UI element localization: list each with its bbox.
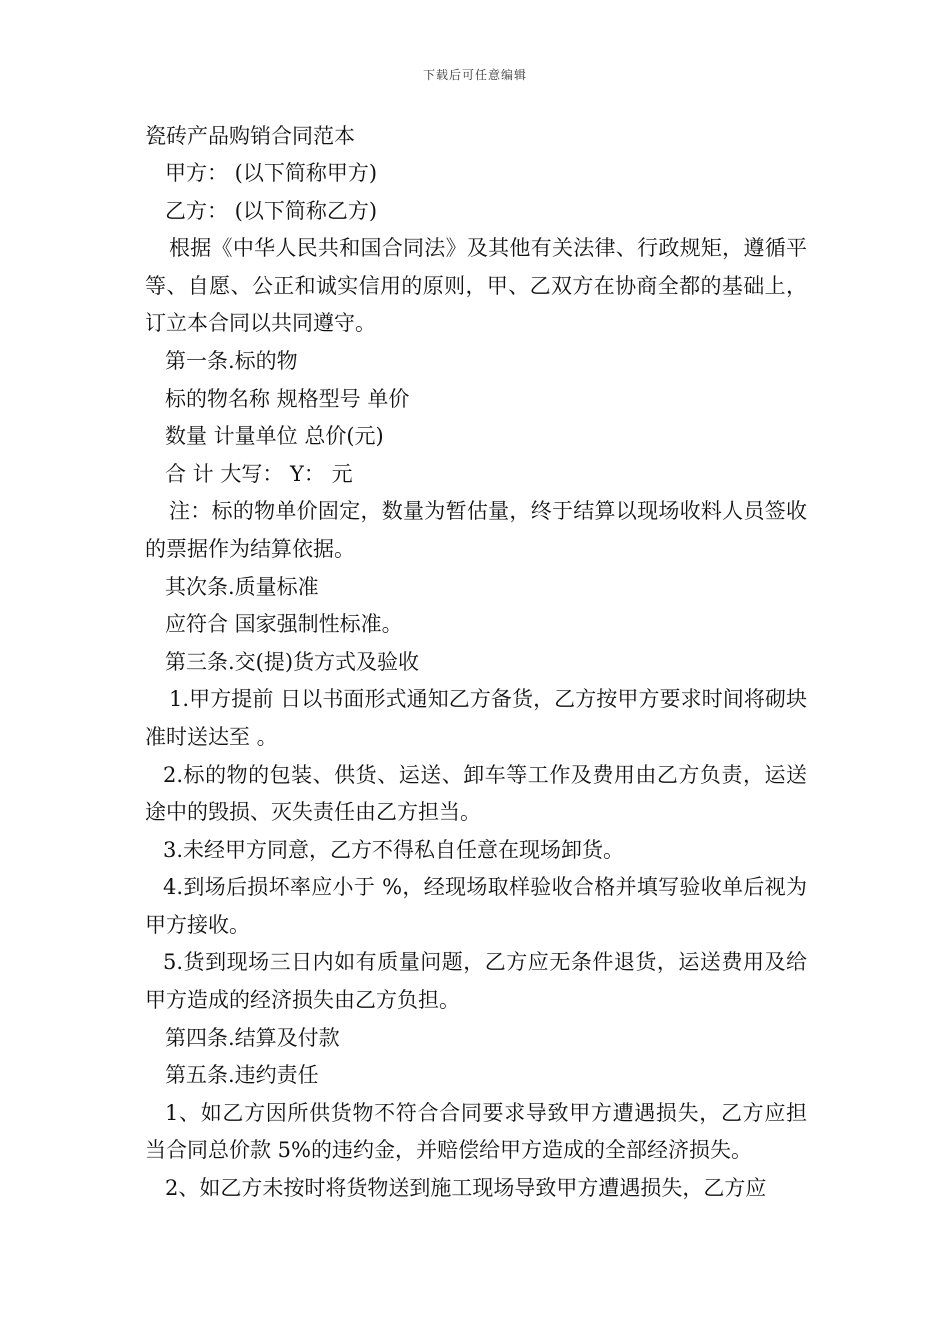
contract-body bbox=[145, 117, 807, 1208]
article-2-heading: 其次条.质量标准 bbox=[165, 574, 319, 599]
delivery-clause-5: 5.货到现场三日内如有质量问题，乙方应无条件退货，运送费用及给甲方造成的经济损失由乙方负担。 bbox=[145, 950, 807, 1013]
liability-clause-1: 1、如乙方因所供货物不符合合同要求导致甲方遭遇损失，乙方应担当合同总价款 5%的违约金，并赔偿给甲方造成的全部经济损失。 bbox=[145, 1100, 807, 1163]
article-4-heading: 第四条.结算及付款 bbox=[165, 1025, 340, 1050]
document-title: 瓷砖产品购销合同范本 bbox=[145, 124, 355, 148]
quantity-columns: 数量 计量单位 总价(元) bbox=[165, 424, 384, 449]
delivery-clause-3: 3.未经甲方同意，乙方不得私自任意在现场卸货。 bbox=[163, 837, 625, 862]
note-paragraph: 注：标的物单价固定，数量为暂估量，终于结算以现场收料人员签收的票据作为结算依据。 bbox=[145, 499, 807, 561]
total-line: 合 计 大写： Y： 元 bbox=[165, 461, 353, 486]
delivery-clause-2: 2.标的物的包装、供货、运送、卸车等工作及费用由乙方负责，运送途中的毁损、灭失责任由乙方担当。 bbox=[145, 762, 807, 825]
delivery-clause-4: 4.到场后损坏率应小于 %，经现场取样验收合格并填写验收单后视为甲方接收。 bbox=[145, 875, 807, 937]
article-5-heading: 第五条.违约责任 bbox=[165, 1063, 319, 1088]
article-3-heading: 第三条.交(提)货方式及验收 bbox=[165, 649, 420, 674]
liability-clause-2: 2、如乙方未按时将货物送到施工现场导致甲方遭遇损失，乙方应 bbox=[165, 1176, 767, 1201]
paragraph-party-a: 甲方： (以下简称甲方) bbox=[165, 161, 378, 185]
header-note: 下载后可任意编辑 bbox=[422, 68, 527, 82]
paragraph-preamble: 根据《中华人民共和国合同法》及其他有关法律、行政规矩，遵循平等、自愿、公正和诚实信用的原则，甲、乙双方在协商全都的基础上，订立本合同以共同遵守。 bbox=[145, 236, 807, 336]
quality-standard-text: 应符合 国家强制性标准。 bbox=[165, 612, 403, 637]
paragraph-party-b: 乙方： (以下简称乙方) bbox=[165, 198, 378, 223]
article-1-heading: 第一条.标的物 bbox=[165, 348, 298, 373]
delivery-clause-1: 1.甲方提前 日以书面形式通知乙方备货，乙方按甲方要求时间将砌块准时送达至 。 bbox=[145, 687, 807, 749]
subject-matter-columns: 标的物名称 规格型号 单价 bbox=[165, 386, 410, 411]
